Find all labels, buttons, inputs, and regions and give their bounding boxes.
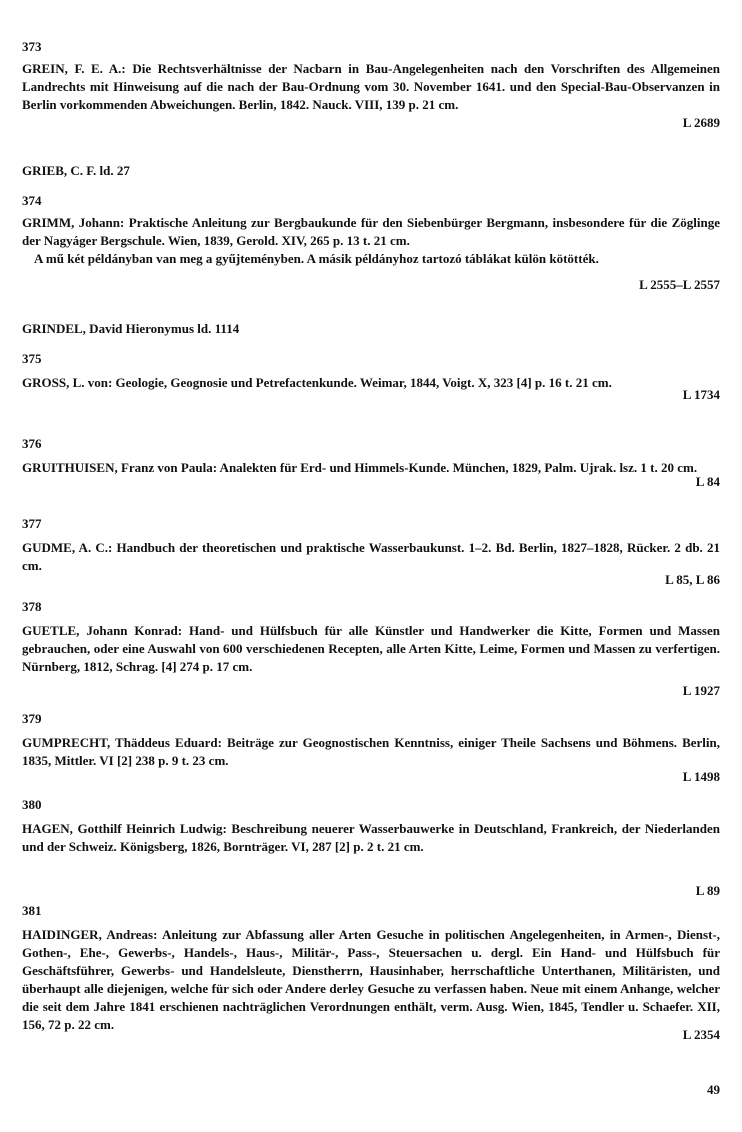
entry-signature: L 1927 bbox=[682, 683, 720, 698]
entry-number: 375 bbox=[22, 351, 42, 366]
page-number: 49 bbox=[707, 1082, 720, 1097]
entry-number: 379 bbox=[22, 711, 42, 726]
entry-number: 373 bbox=[22, 39, 42, 54]
entry-381 bbox=[22, 902, 720, 1044]
entry-signature: L 85, L 86 bbox=[665, 572, 720, 587]
cross-reference: GRINDEL, David Hieronymus ld. 1114 bbox=[22, 321, 240, 336]
entry-text: GUMPRECHT, Thäddeus Eduard: Beiträge zur Geognostischen Kenntniss, einiger Theile Sachsens und Böhmens. Berlin, 1835, Mittler. VI [2] 238 p. 9 t. 23 cm. bbox=[22, 735, 720, 768]
entry-375 bbox=[22, 350, 720, 404]
entry-378 bbox=[22, 598, 720, 700]
entry-number: 381 bbox=[22, 903, 42, 918]
entry-text: HAGEN, Gotthilf Heinrich Ludwig: Beschreibung neuerer Wasserbauwerke in Deutschland, Frankreich, der Niederlanden und der Schweiz. Königsberg, 1826, Bornträger. VI, 287 [2] p. 2 t. 21 cm. bbox=[22, 821, 720, 854]
entry-number: 378 bbox=[22, 599, 42, 614]
entry-signature: L 1498 bbox=[682, 769, 720, 784]
entry-text: GUDME, A. C.: Handbuch der theoretischen und praktische Wasserbaukunst. 1–2. Bd. Berlin, 1827–1828, Rücker. 2 db. 21 cm. bbox=[22, 540, 720, 573]
entry-377 bbox=[22, 515, 720, 589]
entry-number: 374 bbox=[22, 193, 42, 208]
entry-number: 377 bbox=[22, 516, 42, 531]
entry-signature: L 2555–L 2557 bbox=[639, 277, 720, 292]
entry-text: GREIN, F. E. A.: Die Rechtsverhältnisse der Nacbarn in Bau-Angelegenheiten nach den Vorschriften des Allgemeinen Landrechts mit Hinweisung auf die nach der Bau-Ordnung vom 30. November 1641. und den Special-Bau-Observanzen in Berlin vorkommenden Abweichungen. Berlin, 1842. Nauck. VIII, 139 p. 21 cm. bbox=[22, 61, 720, 112]
cross-reference: GRIEB, C. F. ld. 27 bbox=[22, 163, 130, 178]
entry-379 bbox=[22, 710, 720, 786]
entry-number: 376 bbox=[22, 436, 42, 451]
entry-376 bbox=[22, 435, 720, 491]
entry-374 bbox=[22, 192, 720, 294]
entry-text: GUETLE, Johann Konrad: Hand- und Hülfsbuch für alle Künstler und Handwerker die Kitte, Formen und Massen gebrauchen, oder eine Auswahl von 600 verschiedenen Recepten, alle Arten Kitte, Leime, Formen und Massen zu verfertigen. Nürnberg, 1812, Schrag. [4] 274 p. 17 cm. bbox=[22, 623, 720, 674]
entry-380 bbox=[22, 796, 720, 900]
entry-note: A mű két példányban van meg a gyűjteményben. A másik példányhoz tartozó táblákat külön kötötték. bbox=[34, 251, 599, 266]
entry-373 bbox=[22, 38, 720, 132]
entry-signature: L 84 bbox=[695, 474, 720, 489]
entry-text: GRUITHUISEN, Franz von Paula: Analekten für Erd- und Himmels-Kunde. München, 1829, Palm. Ujrak. lsz. 1 t. 20 cm. bbox=[22, 460, 698, 475]
entry-signature: L 89 bbox=[695, 883, 720, 898]
entry-signature: L 2689 bbox=[682, 115, 720, 130]
entry-text: GRIMM, Johann: Praktische Anleitung zur Bergbaukunde für den Siebenbürger Bergmann, insbesondere für die Zöglinge der Nagyáger Bergschule. Wien, 1839, Gerold. XIV, 265 p. 13 t. 21 cm. bbox=[22, 215, 720, 248]
entry-number: 380 bbox=[22, 797, 42, 812]
entry-text: GROSS, L. von: Geologie, Geognosie und Petrefactenkunde. Weimar, 1844, Voigt. X, 323 [4] p. 16 t. 21 cm. bbox=[22, 375, 612, 390]
entry-signature: L 1734 bbox=[682, 387, 720, 402]
entry-text: HAIDINGER, Andreas: Anleitung zur Abfassung aller Arten Gesuche in politischen Angelegenheiten, in Armen-, Dienst-, Gothen-, Ehe-, Gewerbs-, Handels-, Haus-, Militär-, Pass-, Steuersachen u. dergl. Ein Hand- und Hülfsbuch für Geschäftsführer, Gewerbs- und Handelsleute, Dienstherrn, Hausinhaber, herrschaftliche Unterthanen, Militäristen, und überhaupt alle diejenigen, welche für sich oder Andere derley Gesuche zu verfassen haben. Neue mit einem Anhange, welcher die seit dem Jahre 1841 erschienen nachträglichen Verordnungen enthält, verm. Ausg. Wien, 1845, Tendler u. Schaefer. XII, 156, 72 p. 22 cm. bbox=[22, 927, 720, 1032]
entry-signature: L 2354 bbox=[682, 1027, 720, 1042]
